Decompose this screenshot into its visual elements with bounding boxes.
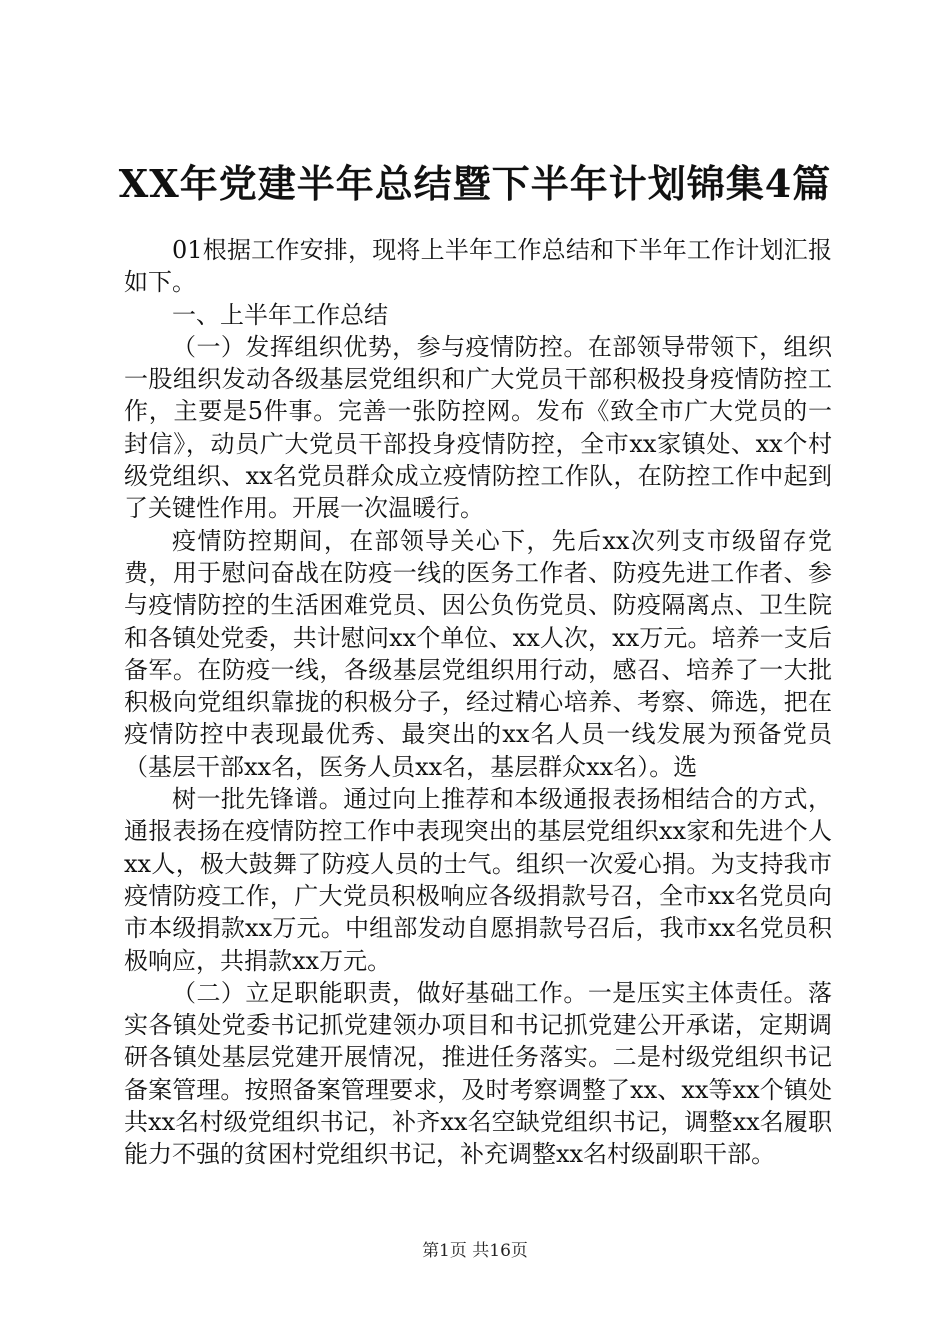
document-body <box>124 234 832 1171</box>
paragraph-3: 树一批先锋谱。通过向上推荐和本级通报表扬相结合的方式，通报表扬在疫情防控工作中表现突出的基层党组织xx家和先进个人xx人，极大鼓舞了防疫人员的士气。组织一次爱心捐。为支持我市疫情防疫工作，广大党员积极响应各级捐款号召，全市xx名党员向市本级捐款xx万元。中组部发动自愿捐款号召后，我市xx名党员积极响应，共捐款xx万元。 <box>124 785 832 975</box>
paragraph-2: 疫情防控期间，在部领导关心下，先后xx次列支市级留存党费，用于慰问奋战在防疫一线的医务工作者、防疫先进工作者、参与疫情防控的生活困难党员、因公负伤党员、防疫隔离点、卫生院和各镇处党委，共计慰问xx个单位、xx人次，xx万元。培养一支后备军。在防疫一线，各级基层党组织用行动，感召、培养了一大批积极向党组织靠拢的积极分子，经过精心培养、考察、筛选，把在疫情防控中表现最优秀、最突出的xx名人员一线发展为预备党员（基层干部xx名，医务人员xx名，基层群众xx名）。选 <box>124 526 832 781</box>
paragraph-1: （一）发挥组织优势，参与疫情防控。在部领导带领下，组织一股组织发动各级基层党组织和广大党员干部积极投身疫情防控工作，主要是5件事。完善一张防控网。发布《致全市广大党员的一封信》，动员广大党员干部投身疫情防控，全市xx家镇处、xx个村级党组织、xx名党员群众成立疫情防控工作队，在防控工作中起到了关键性作用。开展一次温暖行。 <box>124 332 832 523</box>
document-title: XX年党建半年总结暨下半年计划锦集4篇 <box>118 161 832 206</box>
section-heading: 一、上半年工作总结 <box>172 300 388 329</box>
paragraph-intro: 01根据工作安排，现将上半年工作总结和下半年工作计划汇报如下。 <box>124 236 832 297</box>
paragraph-4: （二）立足职能职责，做好基础工作。一是压实主体责任。落实各镇处党委书记抓党建领办项目和书记抓党建公开承诺，定期调研各镇处基层党建开展情况，推进任务落实。二是村级党组织书记备案管理。按照备案管理要求，及时考察调整了xx、xx等xx个镇处共xx名村级党组织书记，补齐xx名空缺党组织书记，调整xx名履职能力不强的贫困村党组织书记，补充调整xx名村级副职干部。 <box>124 978 832 1169</box>
page-footer: 第1页 共16页 <box>422 1241 528 1261</box>
